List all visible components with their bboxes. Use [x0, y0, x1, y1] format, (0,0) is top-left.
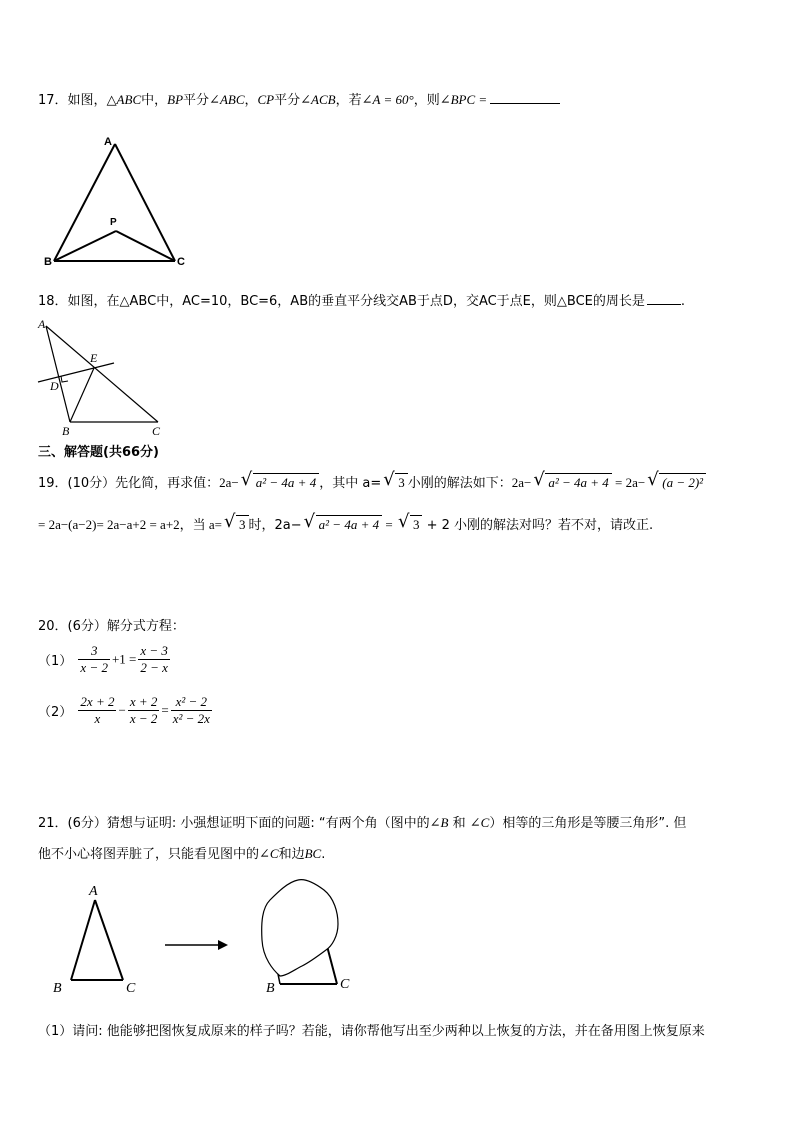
q19-line2-d: + 2 小刚的解法对吗？若不对，请改正.: [422, 518, 654, 533]
q21-angle-c: ∠C: [469, 815, 490, 830]
q21-line1-b: 和: [448, 816, 470, 831]
q20-p1-frac-2: [138, 643, 170, 676]
q20-p2-num-2: x + 2: [129, 694, 158, 709]
q20-p2-op: −: [118, 702, 126, 718]
q18-text: 18．如图，在△ABC中，AC=10，BC=6，AB的垂直平分线交AB于点D，交AC于点E，则△BCE的周长是: [38, 294, 645, 309]
q17-angle-bpc: ∠BPC =: [439, 92, 488, 107]
q17-segment-cp: [116, 231, 175, 261]
q18-right-angle-mark: [61, 376, 68, 382]
q20-part-1: [38, 643, 172, 676]
q20-p1-num-2: x − 3: [140, 643, 168, 658]
q20-p2-frac-3: [171, 694, 212, 727]
q17-text-3: 平分: [183, 93, 210, 108]
q17-label-c: C: [177, 256, 185, 268]
q21-label-c2: C: [340, 977, 350, 992]
q18-end: .: [680, 294, 686, 309]
q19-line2-b: 时，2a−: [248, 518, 302, 533]
q18-label-c: C: [152, 424, 161, 438]
q21-line1-c: ）相等的三角形是等腰三角形”. 但: [489, 816, 687, 831]
q19-radical-4: √ (a − 2)²: [647, 473, 706, 491]
question-21-line-2: [38, 843, 325, 862]
q19-mid-2: 小刚的解法如下：: [407, 476, 512, 491]
q17-angle-abc: ∠ABC: [209, 92, 245, 107]
q21-angle-b: ∠B: [429, 815, 449, 830]
q21-line2-b: 和边: [278, 847, 305, 862]
q19-radical-3: √ 3: [383, 473, 408, 491]
q17-bp: BP: [167, 92, 184, 107]
q18-side-ac: [46, 326, 158, 422]
q19-radical-2: √ a² − 4a + 4: [533, 473, 611, 491]
q19-radicand-3: 3: [395, 473, 408, 491]
q17-label-b: B: [44, 256, 52, 268]
section-3-heading: 三、解答题(共66分): [38, 445, 159, 460]
q17-segment-bp: [54, 231, 116, 261]
question-20-title: 20．(6分）解分式方程：: [38, 619, 185, 634]
q17-triangle: △ABC: [106, 92, 142, 107]
q21-label-a: A: [89, 884, 98, 899]
q19-radical-5: √ 3: [224, 515, 249, 533]
q21-subquestion-1: （1）请问: 他能够把图恢复成原来的样子吗？若能，请你帮他写出至少两种以上恢复的方法，并在备用图上恢复原来: [38, 1024, 705, 1039]
q20-p1-den-2: 2 − x: [140, 660, 168, 675]
q18-label-d: D: [50, 379, 59, 393]
q20-p2-num-1: 2x + 2: [80, 694, 115, 709]
q21-label-b: B: [53, 981, 62, 996]
q18-side-ab: [46, 326, 70, 422]
q20-p2-frac-2: [128, 694, 160, 727]
q18-figure: [34, 318, 164, 438]
q19-radical-7: √ 3: [398, 515, 423, 533]
question-17: [38, 89, 560, 108]
q21-side-bc: BC: [304, 846, 322, 861]
q21-smudge-blob: [262, 880, 338, 976]
q19-radical-6: √ a² − 4a + 4: [304, 515, 382, 533]
q21-tri-side-ac: [95, 900, 123, 980]
q19-radicand-6: a² − 4a + 4: [316, 515, 382, 533]
q20-p2-den-2: x − 2: [129, 711, 158, 726]
question-18: [38, 290, 685, 309]
q17-angle-acb: ∠ACB: [300, 92, 336, 107]
q17-label-a: A: [104, 136, 112, 148]
q17-side-ac: [115, 144, 175, 261]
q21-angle-c-2: ∠C: [259, 846, 279, 861]
q19-eq: = 2a−: [611, 475, 646, 490]
q17-number: 17．: [38, 93, 68, 108]
q18-label-a: A: [38, 318, 46, 331]
q20-part-2: [38, 694, 214, 727]
q19-expr-2: 2a−: [511, 475, 532, 490]
q19-radicand-7: 3: [410, 515, 423, 533]
q17-text-4: ，: [244, 93, 258, 108]
q21-figure: [48, 878, 368, 998]
q18-label-b: B: [62, 424, 70, 438]
q19-prefix: 19．(10分）先化简，再求值：: [38, 476, 220, 491]
question-19-line-1: [38, 469, 706, 491]
q17-cp: CP: [257, 92, 275, 107]
q21-arrow-head: [218, 940, 228, 950]
q19-radical-1: √ a² − 4a + 4: [241, 473, 319, 491]
q20-p2-num-3: x² − 2: [171, 694, 212, 711]
q20-part-2-label: （2）: [38, 705, 73, 720]
q20-p1-frac-1: [78, 643, 110, 676]
q19-radicand-2: a² − 4a + 4: [545, 473, 611, 491]
q19-mid-1: ，其中 a=: [319, 476, 382, 491]
q21-line2-c: .: [321, 847, 326, 862]
q17-text-2: 中，: [141, 93, 168, 108]
question-21-line-1: [38, 812, 686, 831]
q17-answer-blank: [490, 103, 560, 104]
q21-line1-a: 21．(6分）猜想与证明: 小强想证明下面的问题: “有两个角（图中的: [38, 816, 430, 831]
q21-smudged-side-c: [327, 946, 337, 984]
q18-answer-blank: [647, 304, 681, 305]
q17-text-7: ，则: [413, 93, 440, 108]
question-19-line-2: [38, 511, 654, 533]
q21-tri-side-ab: [71, 900, 95, 980]
q17-text-1: 如图，: [67, 93, 107, 108]
q21-label-c: C: [126, 981, 136, 996]
q20-p2-den-3: x² − 2x: [172, 711, 210, 726]
q20-p2-eq: =: [161, 702, 169, 718]
q19-line2-c: =: [382, 517, 396, 532]
q17-side-ab: [54, 144, 115, 261]
q20-p1-mid: +1 =: [111, 651, 137, 667]
q19-radicand-4: (a − 2)²: [659, 473, 706, 491]
q19-expr-1: 2a−: [219, 475, 239, 490]
q21-label-b2: B: [266, 981, 275, 996]
q18-label-e: E: [90, 351, 98, 365]
q20-part-1-label: （1）: [38, 654, 73, 669]
q17-text-6: ，若: [335, 93, 362, 108]
q20-p1-den-1: x − 2: [80, 660, 108, 675]
q19-line2-a: = 2a−(a−2)= 2a−a+2 = a+2，当 a=: [38, 517, 223, 532]
q18-segment-be: [70, 368, 94, 422]
q19-radicand-5: 3: [236, 515, 249, 533]
q17-figure: [40, 132, 200, 272]
q20-p2-frac-1: [78, 694, 116, 727]
q17-angle-a: ∠A = 60°: [361, 92, 414, 107]
q21-line2-a: 他不小心将图弄脏了，只能看见图中的: [38, 847, 260, 862]
q20-p1-num-1: 3: [78, 643, 110, 660]
q17-text-5: 平分: [274, 93, 301, 108]
q19-radicand-1: a² − 4a + 4: [253, 473, 319, 491]
q20-p2-den-1: x: [94, 711, 101, 726]
q17-label-p: P: [110, 217, 117, 228]
